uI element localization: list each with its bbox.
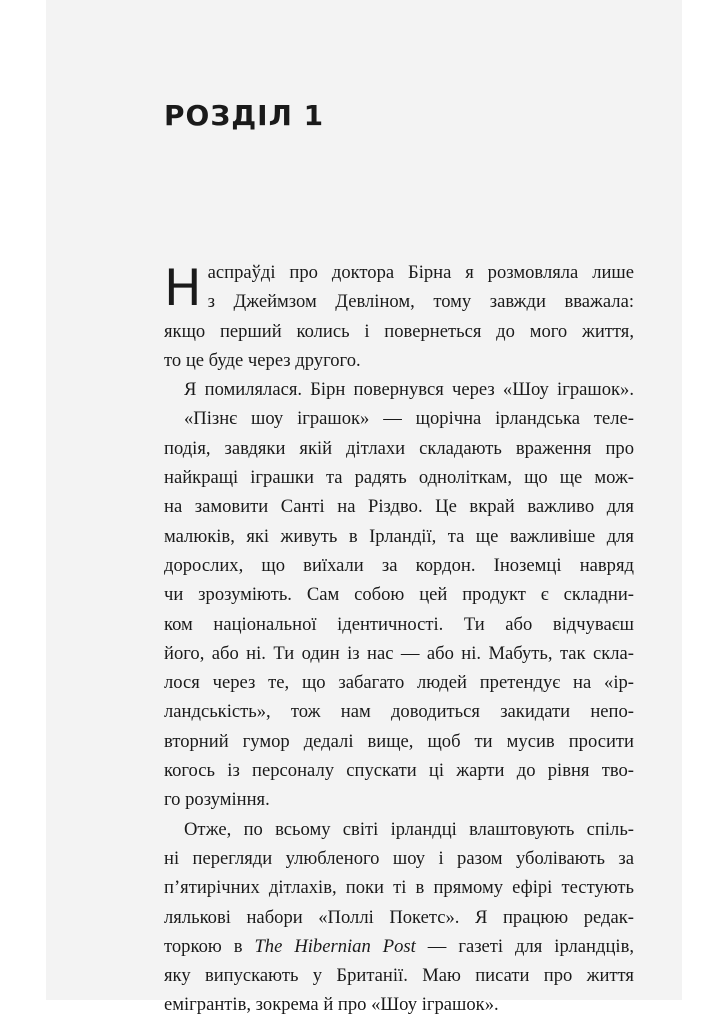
text-line: лося через те, що забагато людей претендує на «ір- bbox=[164, 672, 634, 694]
text-line: з Джеймзом Девліном, тому завжди вважала: bbox=[207, 291, 634, 313]
text-line: яку випускають у Британії. Маю писати про життя bbox=[164, 965, 634, 987]
drop-cap: Н bbox=[164, 259, 202, 317]
chapter-title: РОЗДІЛ 1 bbox=[164, 99, 325, 132]
body-text bbox=[164, 258, 634, 1020]
text-fragment: торкою в bbox=[164, 935, 255, 957]
text-fragment: — газеті для ірландців, bbox=[415, 935, 635, 957]
text-line: «Пізнє шоу іграшок» — щорічна ірландська теле- bbox=[184, 408, 634, 430]
text-line: ландськість», тож нам доводиться закидати непо- bbox=[164, 701, 634, 723]
text-line: Я помилялася. Бірн повернувся через «Шоу іграшок». bbox=[184, 379, 634, 401]
text-line: подія, завдяки якій дітлахи складають враження про bbox=[164, 437, 634, 459]
text-line: ні перегляди улюбленого шоу і разом уболівають за bbox=[164, 847, 634, 869]
text-line: на замовити Санті на Різдво. Це вкрай важливо для bbox=[164, 496, 634, 518]
book-page bbox=[46, 0, 682, 1016]
text-line: емігрантів, зокрема й про «Шоу іграшок». bbox=[164, 994, 499, 1016]
text-line: дорослих, що виїхали за кордон. Іноземці навряд bbox=[164, 554, 634, 576]
text-line: Отже, по всьому світі ірландці влаштовують спіль- bbox=[184, 818, 634, 840]
text-line: го розуміння. bbox=[164, 789, 270, 811]
text-line: когось із персоналу спускати ці жарти до рівня тво- bbox=[164, 760, 634, 782]
text-line: вторний гумор дедалі вище, щоб ти мусив просити bbox=[164, 730, 634, 752]
text-line: найкращі іграшки та радять одноліткам, що ще мож- bbox=[164, 467, 634, 489]
text-line: чи зрозуміють. Сам собою цей продукт є складни- bbox=[164, 584, 634, 606]
text-line: аспраўді про доктора Бірна я розмовляла лише bbox=[207, 262, 634, 283]
text-line: п’ятирічних дітлахів, поки ті в прямому ефірі тестують bbox=[164, 877, 634, 899]
text-line: його, або ні. Ти один із нас — або ні. Мабуть, так скла- bbox=[164, 642, 634, 664]
text-line: лялькові набори «Поллі Покетс». Я працюю редак- bbox=[164, 906, 634, 928]
text-line: якщо перший колись і повернеться до мого життя, bbox=[164, 320, 634, 342]
text-line bbox=[164, 932, 634, 961]
newspaper-title: The Hibernian Post bbox=[254, 935, 416, 957]
text-line: малюків, які живуть в Ірландії, та ще важливіше для bbox=[164, 525, 634, 547]
text-line: ком національної ідентичності. Ти або відчуваєш bbox=[164, 613, 634, 635]
text-line: то це буде через другого. bbox=[164, 349, 361, 371]
